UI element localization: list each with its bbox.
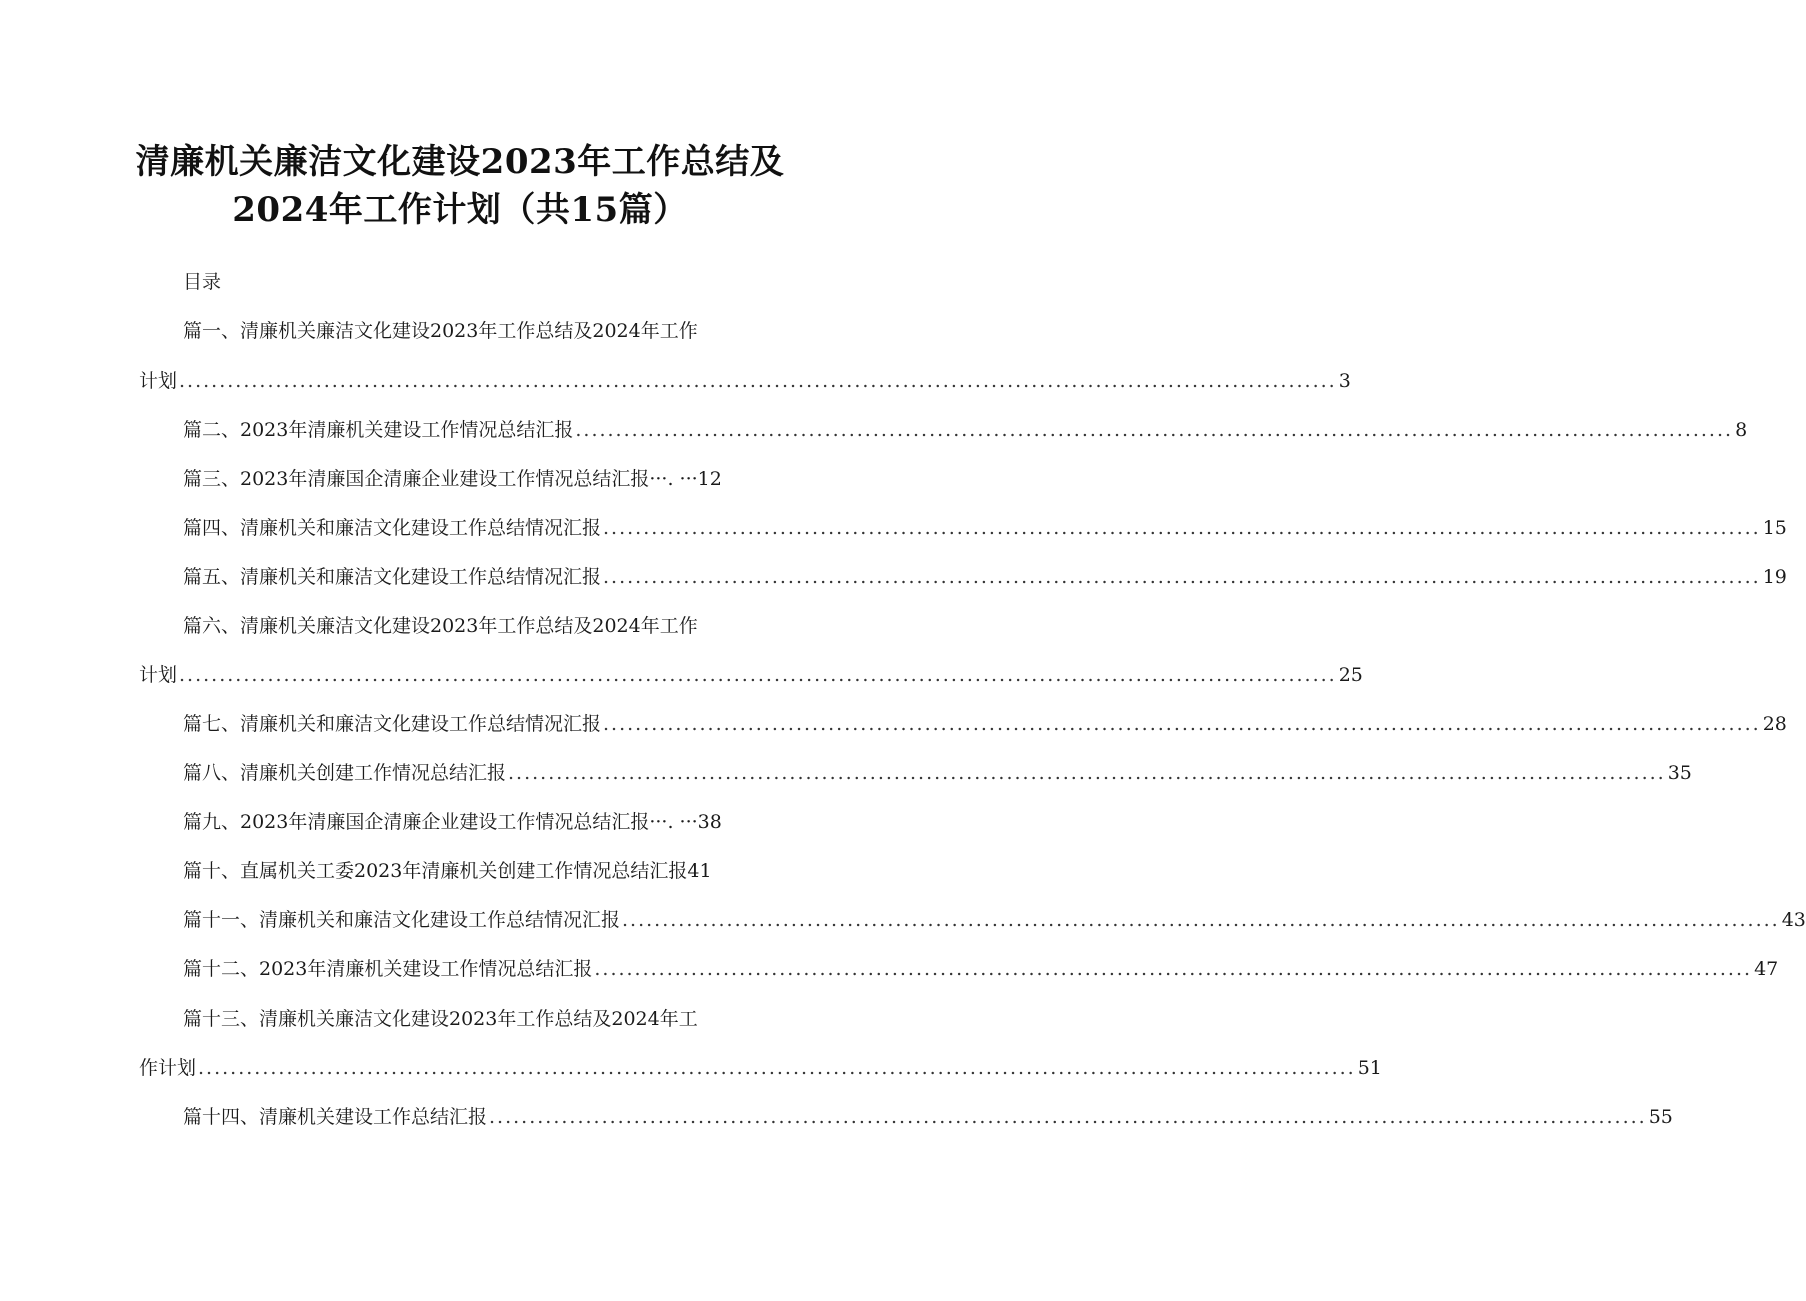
toc-entry-7-text: 篇七、清廉机关和廉洁文化建设工作总结情况汇报 (183, 713, 602, 735)
toc-leader-dots: ................................................................................................................................................ (594, 958, 1753, 980)
toc-entry-13-line-2[interactable] (139, 1055, 1382, 1081)
toc-entry-2-page: 8 (1735, 419, 1748, 441)
toc-leader-dots: ................................................................................................................................................ (179, 370, 1337, 392)
toc-entry-8[interactable] (183, 760, 1692, 786)
toc-entry-12[interactable] (183, 956, 1779, 982)
toc-entry-13-continuation: 作计划 (139, 1057, 197, 1079)
toc-entry-1-continuation: 计划 (139, 370, 178, 392)
toc-entry-1-line-1[interactable]: 篇一、清廉机关廉洁文化建设2023年工作总结及2024年工作 (183, 320, 698, 342)
toc-entry-8-text: 篇八、清廉机关创建工作情况总结汇报 (183, 762, 507, 784)
toc-entry-6-line-2[interactable] (139, 662, 1363, 688)
toc-entry-14-text: 篇十四、清廉机关建设工作总结汇报 (183, 1106, 488, 1128)
toc-leader-dots: ................................................................................................................................................ (622, 909, 1780, 931)
toc-leader-dots: ................................................................................................................................................ (198, 1057, 1356, 1079)
toc-entry-1-line-2[interactable] (139, 368, 1351, 394)
toc-leader-dots: ................................................................................................................................................ (508, 762, 1666, 784)
toc-heading: 目录 (183, 271, 222, 293)
toc-leader-dots: ................................................................................................................................................ (603, 566, 1761, 588)
toc-entry-1-page: 3 (1338, 370, 1351, 392)
toc-leader-dots: ................................................................................................................................................ (603, 517, 1761, 539)
toc-entry-12-page: 47 (1754, 958, 1779, 980)
toc-entry-14[interactable] (183, 1104, 1673, 1130)
toc-entry-13-line-1[interactable]: 篇十三、清廉机关廉洁文化建设2023年工作总结及2024年工 (183, 1008, 698, 1030)
toc-leader-dots: ................................................................................................................................................ (575, 419, 1734, 441)
toc-entry-6-continuation: 计划 (139, 664, 178, 686)
toc-entry-10[interactable]: 篇十、直属机关工委2023年清廉机关创建工作情况总结汇报41 (183, 860, 712, 882)
toc-entry-4-page: 15 (1762, 517, 1787, 539)
toc-entry-6-line-1[interactable]: 篇六、清廉机关廉洁文化建设2023年工作总结及2024年工作 (183, 615, 698, 637)
toc-leader-dots: ................................................................................................................................................ (489, 1106, 1647, 1128)
toc-entry-9[interactable]: 篇九、2023年清廉国企清廉企业建设工作情况总结汇报···. ···38 (183, 811, 722, 833)
toc-entry-12-text: 篇十二、2023年清廉机关建设工作情况总结汇报 (183, 958, 593, 980)
toc-entry-7-page: 28 (1762, 713, 1787, 735)
document-title-line-1: 清廉机关廉洁文化建设2023年工作总结及 (135, 142, 785, 182)
toc-entry-8-page: 35 (1667, 762, 1692, 784)
toc-entry-11-page: 43 (1781, 909, 1806, 931)
toc-entry-6-page: 25 (1338, 664, 1363, 686)
toc-entry-14-page: 55 (1648, 1106, 1673, 1128)
toc-entry-5-text: 篇五、清廉机关和廉洁文化建设工作总结情况汇报 (183, 566, 602, 588)
toc-leader-dots: ................................................................................................................................................ (603, 713, 1761, 735)
toc-entry-11-text: 篇十一、清廉机关和廉洁文化建设工作总结情况汇报 (183, 909, 621, 931)
toc-entry-4[interactable] (183, 515, 1787, 541)
toc-leader-dots: ................................................................................................................................................ (179, 664, 1337, 686)
document-title-line-2: 2024年工作计划（共15篇） (232, 190, 688, 230)
toc-entry-5-page: 19 (1762, 566, 1787, 588)
toc-entry-11[interactable] (183, 907, 1806, 933)
toc-entry-5[interactable] (183, 564, 1787, 590)
toc-entry-7[interactable] (183, 711, 1787, 737)
toc-entry-2-text: 篇二、2023年清廉机关建设工作情况总结汇报 (183, 419, 574, 441)
toc-entry-3[interactable]: 篇三、2023年清廉国企清廉企业建设工作情况总结汇报···. ···12 (183, 468, 722, 490)
toc-entry-4-text: 篇四、清廉机关和廉洁文化建设工作总结情况汇报 (183, 517, 602, 539)
toc-entry-2[interactable] (183, 417, 1748, 443)
toc-entry-13-page: 51 (1357, 1057, 1382, 1079)
